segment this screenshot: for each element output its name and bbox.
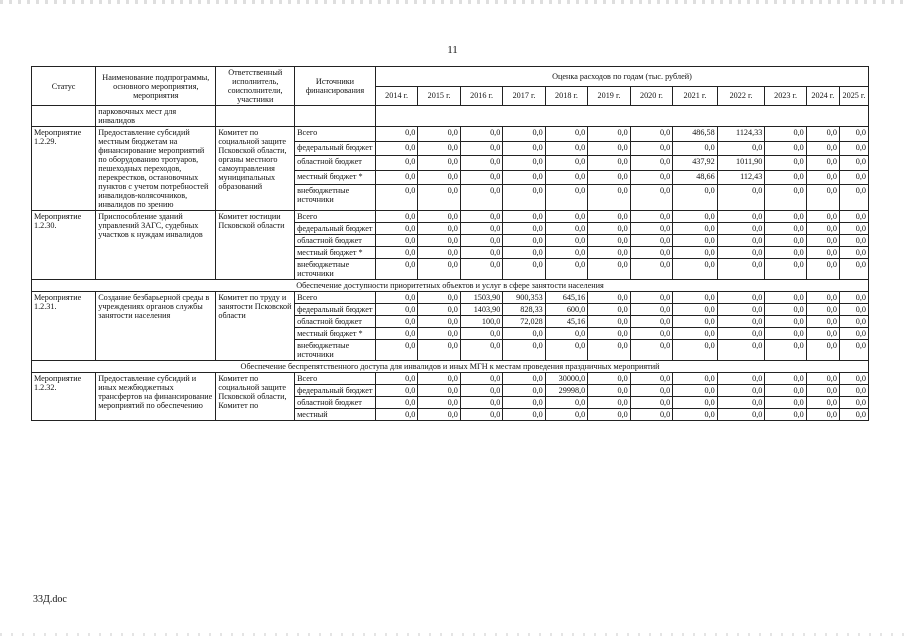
amount-cell: 0,0 xyxy=(630,292,672,304)
amount-cell: 1503,90 xyxy=(460,292,502,304)
amount-cell: 0,0 xyxy=(717,385,765,397)
amount-cell: 0,0 xyxy=(418,304,460,316)
amount-cell: 0,0 xyxy=(460,156,502,171)
amount-cell: 0,0 xyxy=(460,211,502,223)
amount-cell: 0,0 xyxy=(375,328,417,340)
amount-cell: 0,0 xyxy=(418,211,460,223)
amount-cell: 0,0 xyxy=(673,235,718,247)
amount-cell: 0,0 xyxy=(765,185,806,211)
amount-cell: 0,0 xyxy=(806,247,839,259)
amount-cell: 0,0 xyxy=(630,259,672,280)
header-year: 2016 г. xyxy=(460,86,502,106)
amount-cell: 0,0 xyxy=(503,340,545,361)
amount-cell: 0,0 xyxy=(503,141,545,156)
amount-cell: 0,0 xyxy=(630,185,672,211)
section-title-row xyxy=(32,361,869,373)
amount-cell: 0,0 xyxy=(839,170,868,185)
funding-source: местный бюджет * xyxy=(295,328,376,340)
activity-name: Предоставление субсидий местным бюджетам на финансирование мероприятий по оборудованию тротуаров, пешеходных переходов, перекрестков, остановочных пунктов с учетом потребностей инвалидов-колясочников, инвалидов по зрению xyxy=(96,127,216,211)
amount-cell: 0,0 xyxy=(375,247,417,259)
amount-cell: 0,0 xyxy=(839,316,868,328)
amount-cell: 0,0 xyxy=(418,373,460,385)
amount-cell: 0,0 xyxy=(588,316,630,328)
amount-cell: 0,0 xyxy=(588,185,630,211)
amount-cell: 0,0 xyxy=(717,211,765,223)
amount-cell: 0,0 xyxy=(503,373,545,385)
amount-cell: 0,0 xyxy=(765,235,806,247)
amount-cell: 0,0 xyxy=(806,211,839,223)
amount-cell: 0,0 xyxy=(765,211,806,223)
amount-cell: 0,0 xyxy=(418,170,460,185)
amount-cell: 0,0 xyxy=(673,373,718,385)
amount-cell: 0,0 xyxy=(673,340,718,361)
amount-cell: 0,0 xyxy=(375,259,417,280)
funding-source: федеральный бюджет xyxy=(295,223,376,235)
funding-source: внебюджетные источники xyxy=(295,259,376,280)
carryover-values xyxy=(375,106,868,127)
amount-cell: 0,0 xyxy=(588,211,630,223)
amount-cell: 0,0 xyxy=(630,328,672,340)
amount-cell: 0,0 xyxy=(418,156,460,171)
amount-cell: 0,0 xyxy=(588,223,630,235)
amount-cell: 0,0 xyxy=(839,259,868,280)
funding-source: Всего xyxy=(295,373,376,385)
amount-cell: 0,0 xyxy=(503,385,545,397)
amount-cell: 0,0 xyxy=(588,156,630,171)
header-responsible: Ответственный исполнитель, соисполнители, участники xyxy=(216,67,295,106)
scan-artifact-top xyxy=(0,0,905,4)
funding-source: областной бюджет xyxy=(295,156,376,171)
amount-cell: 0,0 xyxy=(806,328,839,340)
amount-cell: 0,0 xyxy=(630,211,672,223)
funding-source: федеральный бюджет xyxy=(295,141,376,156)
amount-cell: 0,0 xyxy=(839,185,868,211)
amount-cell: 0,0 xyxy=(806,304,839,316)
header-year: 2024 г. xyxy=(806,86,839,106)
amount-cell: 0,0 xyxy=(503,185,545,211)
funding-source: местный бюджет * xyxy=(295,170,376,185)
table-row xyxy=(32,127,869,142)
amount-cell: 0,0 xyxy=(839,127,868,142)
table-body xyxy=(32,106,869,421)
header-year: 2023 г. xyxy=(765,86,806,106)
amount-cell: 0,0 xyxy=(806,409,839,421)
amount-cell: 0,0 xyxy=(673,223,718,235)
amount-cell: 0,0 xyxy=(765,409,806,421)
table-row xyxy=(32,211,869,223)
amount-cell: 0,0 xyxy=(673,397,718,409)
amount-cell: 0,0 xyxy=(418,292,460,304)
amount-cell: 0,0 xyxy=(418,385,460,397)
activity-status: Мероприятие 1.2.29. xyxy=(32,127,96,211)
amount-cell: 72,028 xyxy=(503,316,545,328)
amount-cell: 0,0 xyxy=(765,223,806,235)
amount-cell: 0,0 xyxy=(673,185,718,211)
expenditure-table xyxy=(31,66,869,421)
page-number: 11 xyxy=(447,44,458,56)
header-sources: Источники финансирования xyxy=(295,67,376,106)
amount-cell: 0,0 xyxy=(503,127,545,142)
amount-cell: 0,0 xyxy=(375,397,417,409)
amount-cell: 0,0 xyxy=(418,397,460,409)
amount-cell: 0,0 xyxy=(375,185,417,211)
amount-cell: 0,0 xyxy=(765,156,806,171)
amount-cell: 1011,90 xyxy=(717,156,765,171)
table-row xyxy=(32,292,869,304)
amount-cell: 0,0 xyxy=(418,316,460,328)
carryover-name: парковочных мест для инвалидов xyxy=(96,106,216,127)
amount-cell: 0,0 xyxy=(588,235,630,247)
amount-cell: 0,0 xyxy=(765,259,806,280)
amount-cell: 0,0 xyxy=(673,304,718,316)
amount-cell: 0,0 xyxy=(375,170,417,185)
amount-cell: 0,0 xyxy=(717,223,765,235)
amount-cell: 0,0 xyxy=(503,328,545,340)
amount-cell: 0,0 xyxy=(839,156,868,171)
activity-status: Мероприятие 1.2.31. xyxy=(32,292,96,361)
amount-cell: 0,0 xyxy=(375,141,417,156)
amount-cell: 0,0 xyxy=(839,235,868,247)
amount-cell: 0,0 xyxy=(765,385,806,397)
amount-cell: 0,0 xyxy=(806,141,839,156)
amount-cell: 0,0 xyxy=(806,385,839,397)
activity-status: Мероприятие 1.2.32. xyxy=(32,373,96,421)
amount-cell: 0,0 xyxy=(460,259,502,280)
amount-cell: 29998,0 xyxy=(545,385,587,397)
amount-cell: 0,0 xyxy=(418,235,460,247)
amount-cell: 0,0 xyxy=(545,259,587,280)
amount-cell: 0,0 xyxy=(717,340,765,361)
amount-cell: 0,0 xyxy=(717,185,765,211)
amount-cell: 0,0 xyxy=(418,127,460,142)
amount-cell: 0,0 xyxy=(545,156,587,171)
amount-cell: 0,0 xyxy=(545,247,587,259)
amount-cell: 645,16 xyxy=(545,292,587,304)
amount-cell: 0,0 xyxy=(839,409,868,421)
amount-cell: 0,0 xyxy=(418,247,460,259)
amount-cell: 0,0 xyxy=(460,328,502,340)
amount-cell: 0,0 xyxy=(839,373,868,385)
amount-cell: 45,16 xyxy=(545,316,587,328)
amount-cell: 0,0 xyxy=(806,127,839,142)
amount-cell: 0,0 xyxy=(460,409,502,421)
amount-cell: 0,0 xyxy=(545,397,587,409)
section-title-row xyxy=(32,280,869,292)
amount-cell: 48,66 xyxy=(673,170,718,185)
amount-cell: 0,0 xyxy=(418,328,460,340)
amount-cell: 0,0 xyxy=(418,340,460,361)
activity-responsible: Комитет по труду и занятости Псковской области xyxy=(216,292,295,361)
amount-cell: 0,0 xyxy=(630,397,672,409)
amount-cell: 0,0 xyxy=(839,292,868,304)
document-filename: 33Д.doc xyxy=(33,594,67,605)
activity-responsible: Комитет по социальной защите Псковской области, Комитет по xyxy=(216,373,295,421)
amount-cell: 486,58 xyxy=(673,127,718,142)
amount-cell: 0,0 xyxy=(460,223,502,235)
amount-cell: 0,0 xyxy=(765,328,806,340)
amount-cell: 0,0 xyxy=(630,304,672,316)
amount-cell: 0,0 xyxy=(460,340,502,361)
amount-cell: 0,0 xyxy=(673,259,718,280)
amount-cell: 0,0 xyxy=(806,316,839,328)
header-year: 2025 г. xyxy=(839,86,868,106)
amount-cell: 0,0 xyxy=(765,247,806,259)
activity-name: Предоставление субсидий и иных межбюджетных трансфертов на финансирование мероприятий по обеспечению xyxy=(96,373,216,421)
amount-cell: 0,0 xyxy=(717,409,765,421)
carryover-responsible xyxy=(216,106,295,127)
amount-cell: 0,0 xyxy=(806,292,839,304)
amount-cell: 0,0 xyxy=(839,141,868,156)
amount-cell: 0,0 xyxy=(765,316,806,328)
amount-cell: 0,0 xyxy=(673,328,718,340)
amount-cell: 0,0 xyxy=(673,247,718,259)
amount-cell: 0,0 xyxy=(839,340,868,361)
amount-cell: 0,0 xyxy=(588,127,630,142)
amount-cell: 0,0 xyxy=(765,340,806,361)
amount-cell: 0,0 xyxy=(375,304,417,316)
funding-source: Всего xyxy=(295,211,376,223)
amount-cell: 0,0 xyxy=(630,247,672,259)
funding-source: Всего xyxy=(295,292,376,304)
amount-cell: 0,0 xyxy=(839,223,868,235)
amount-cell: 0,0 xyxy=(673,292,718,304)
amount-cell: 0,0 xyxy=(765,127,806,142)
amount-cell: 0,0 xyxy=(460,141,502,156)
funding-source: федеральный бюджет xyxy=(295,304,376,316)
amount-cell: 0,0 xyxy=(588,304,630,316)
amount-cell: 0,0 xyxy=(460,247,502,259)
funding-source: областной бюджет xyxy=(295,397,376,409)
amount-cell: 0,0 xyxy=(673,141,718,156)
header-year: 2014 г. xyxy=(375,86,417,106)
header-estimate: Оценка расходов по годам (тыс. рублей) xyxy=(375,67,868,87)
amount-cell: 0,0 xyxy=(460,127,502,142)
activity-name: Создание безбарьерной среды в учреждениях органов службы занятости населения xyxy=(96,292,216,361)
amount-cell: 0,0 xyxy=(545,141,587,156)
amount-cell: 0,0 xyxy=(839,211,868,223)
carryover-status xyxy=(32,106,96,127)
amount-cell: 0,0 xyxy=(375,223,417,235)
amount-cell: 0,0 xyxy=(418,141,460,156)
header-name: Наименование подпрограммы, основного мероприятия, мероприятия xyxy=(96,67,216,106)
scan-artifact-bottom xyxy=(0,633,905,636)
amount-cell: 0,0 xyxy=(765,304,806,316)
amount-cell: 0,0 xyxy=(503,397,545,409)
amount-cell: 30000,0 xyxy=(545,373,587,385)
amount-cell: 0,0 xyxy=(630,156,672,171)
activity-name: Приспособление зданий управлений ЗАГС, судебных участков к нуждам инвалидов xyxy=(96,211,216,280)
amount-cell: 0,0 xyxy=(630,316,672,328)
amount-cell: 0,0 xyxy=(717,397,765,409)
funding-source: местный xyxy=(295,409,376,421)
amount-cell: 0,0 xyxy=(588,259,630,280)
amount-cell: 0,0 xyxy=(717,316,765,328)
amount-cell: 0,0 xyxy=(545,127,587,142)
amount-cell: 0,0 xyxy=(503,170,545,185)
amount-cell: 0,0 xyxy=(717,141,765,156)
section-title: Обеспечение доступности приоритетных объектов и услуг в сфере занятости населения xyxy=(32,280,869,292)
amount-cell: 0,0 xyxy=(545,328,587,340)
amount-cell: 0,0 xyxy=(418,409,460,421)
amount-cell: 0,0 xyxy=(418,223,460,235)
amount-cell: 0,0 xyxy=(717,247,765,259)
header-year: 2018 г. xyxy=(545,86,587,106)
header-year: 2022 г. xyxy=(717,86,765,106)
amount-cell: 0,0 xyxy=(375,340,417,361)
amount-cell: 0,0 xyxy=(375,409,417,421)
amount-cell: 0,0 xyxy=(765,397,806,409)
funding-source: федеральный бюджет xyxy=(295,385,376,397)
funding-source: областной бюджет xyxy=(295,235,376,247)
amount-cell: 0,0 xyxy=(588,170,630,185)
amount-cell: 0,0 xyxy=(673,316,718,328)
amount-cell: 0,0 xyxy=(545,409,587,421)
amount-cell: 0,0 xyxy=(375,385,417,397)
amount-cell: 112,43 xyxy=(717,170,765,185)
amount-cell: 0,0 xyxy=(503,211,545,223)
funding-source: областной бюджет xyxy=(295,316,376,328)
amount-cell: 0,0 xyxy=(630,385,672,397)
amount-cell: 0,0 xyxy=(765,292,806,304)
amount-cell: 0,0 xyxy=(673,409,718,421)
amount-cell: 1403,90 xyxy=(460,304,502,316)
amount-cell: 0,0 xyxy=(839,304,868,316)
amount-cell: 0,0 xyxy=(588,292,630,304)
amount-cell: 600,0 xyxy=(545,304,587,316)
amount-cell: 0,0 xyxy=(839,247,868,259)
header-status: Статус xyxy=(32,67,96,106)
amount-cell: 0,0 xyxy=(765,170,806,185)
amount-cell: 0,0 xyxy=(806,259,839,280)
amount-cell: 828,33 xyxy=(503,304,545,316)
amount-cell: 0,0 xyxy=(806,397,839,409)
amount-cell: 0,0 xyxy=(765,373,806,385)
section-title: Обеспечение беспрепятственного доступа для инвалидов и иных МГН к местам проведения праздничных мероприятий xyxy=(32,361,869,373)
amount-cell: 0,0 xyxy=(375,235,417,247)
activity-responsible: Комитет по социальной защите Псковской области, органы местного самоуправления муниципальных образований xyxy=(216,127,295,211)
header-year: 2015 г. xyxy=(418,86,460,106)
amount-cell: 0,0 xyxy=(460,170,502,185)
amount-cell: 0,0 xyxy=(418,185,460,211)
amount-cell: 0,0 xyxy=(717,259,765,280)
funding-source: местный бюджет * xyxy=(295,247,376,259)
amount-cell: 0,0 xyxy=(503,156,545,171)
amount-cell: 0,0 xyxy=(545,223,587,235)
amount-cell: 0,0 xyxy=(460,397,502,409)
amount-cell: 0,0 xyxy=(375,211,417,223)
amount-cell: 0,0 xyxy=(630,127,672,142)
amount-cell: 437,92 xyxy=(673,156,718,171)
amount-cell: 0,0 xyxy=(375,292,417,304)
amount-cell: 0,0 xyxy=(503,259,545,280)
amount-cell: 0,0 xyxy=(545,235,587,247)
amount-cell: 0,0 xyxy=(460,385,502,397)
amount-cell: 900,353 xyxy=(503,292,545,304)
header-year: 2019 г. xyxy=(588,86,630,106)
amount-cell: 0,0 xyxy=(673,211,718,223)
amount-cell: 0,0 xyxy=(375,316,417,328)
carryover-source xyxy=(295,106,376,127)
amount-cell: 0,0 xyxy=(588,340,630,361)
funding-source: Всего xyxy=(295,127,376,142)
amount-cell: 0,0 xyxy=(630,373,672,385)
carryover-row xyxy=(32,106,869,127)
amount-cell: 0,0 xyxy=(806,156,839,171)
amount-cell: 0,0 xyxy=(588,141,630,156)
funding-source: внебюджетные источники xyxy=(295,185,376,211)
header-row-1 xyxy=(32,67,869,87)
amount-cell: 0,0 xyxy=(418,259,460,280)
amount-cell: 0,0 xyxy=(630,235,672,247)
amount-cell: 0,0 xyxy=(545,211,587,223)
amount-cell: 0,0 xyxy=(717,235,765,247)
amount-cell: 0,0 xyxy=(717,328,765,340)
header-year: 2020 г. xyxy=(630,86,672,106)
amount-cell: 0,0 xyxy=(717,304,765,316)
amount-cell: 0,0 xyxy=(806,170,839,185)
amount-cell: 0,0 xyxy=(545,170,587,185)
table-row xyxy=(32,373,869,385)
activity-responsible: Комитет юстиции Псковской области xyxy=(216,211,295,280)
amount-cell: 1124,33 xyxy=(717,127,765,142)
amount-cell: 0,0 xyxy=(630,409,672,421)
amount-cell: 0,0 xyxy=(765,141,806,156)
amount-cell: 0,0 xyxy=(717,373,765,385)
amount-cell: 0,0 xyxy=(375,127,417,142)
header-year: 2021 г. xyxy=(673,86,718,106)
amount-cell: 0,0 xyxy=(717,292,765,304)
activity-status: Мероприятие 1.2.30. xyxy=(32,211,96,280)
amount-cell: 0,0 xyxy=(588,409,630,421)
amount-cell: 0,0 xyxy=(630,141,672,156)
amount-cell: 0,0 xyxy=(806,340,839,361)
amount-cell: 0,0 xyxy=(806,373,839,385)
amount-cell: 0,0 xyxy=(545,340,587,361)
amount-cell: 0,0 xyxy=(375,156,417,171)
amount-cell: 0,0 xyxy=(673,385,718,397)
amount-cell: 0,0 xyxy=(839,397,868,409)
amount-cell: 100,0 xyxy=(460,316,502,328)
amount-cell: 0,0 xyxy=(806,185,839,211)
amount-cell: 0,0 xyxy=(460,185,502,211)
amount-cell: 0,0 xyxy=(839,328,868,340)
amount-cell: 0,0 xyxy=(630,340,672,361)
amount-cell: 0,0 xyxy=(588,385,630,397)
expenditure-table-container xyxy=(31,66,869,421)
amount-cell: 0,0 xyxy=(588,373,630,385)
amount-cell: 0,0 xyxy=(630,170,672,185)
amount-cell: 0,0 xyxy=(460,235,502,247)
amount-cell: 0,0 xyxy=(588,247,630,259)
amount-cell: 0,0 xyxy=(460,373,502,385)
amount-cell: 0,0 xyxy=(588,328,630,340)
amount-cell: 0,0 xyxy=(839,385,868,397)
amount-cell: 0,0 xyxy=(503,223,545,235)
amount-cell: 0,0 xyxy=(545,185,587,211)
amount-cell: 0,0 xyxy=(503,247,545,259)
amount-cell: 0,0 xyxy=(630,223,672,235)
header-year: 2017 г. xyxy=(503,86,545,106)
funding-source: внебюджетные источники xyxy=(295,340,376,361)
amount-cell: 0,0 xyxy=(503,235,545,247)
amount-cell: 0,0 xyxy=(588,397,630,409)
amount-cell: 0,0 xyxy=(806,223,839,235)
amount-cell: 0,0 xyxy=(375,373,417,385)
amount-cell: 0,0 xyxy=(806,235,839,247)
amount-cell: 0,0 xyxy=(503,409,545,421)
